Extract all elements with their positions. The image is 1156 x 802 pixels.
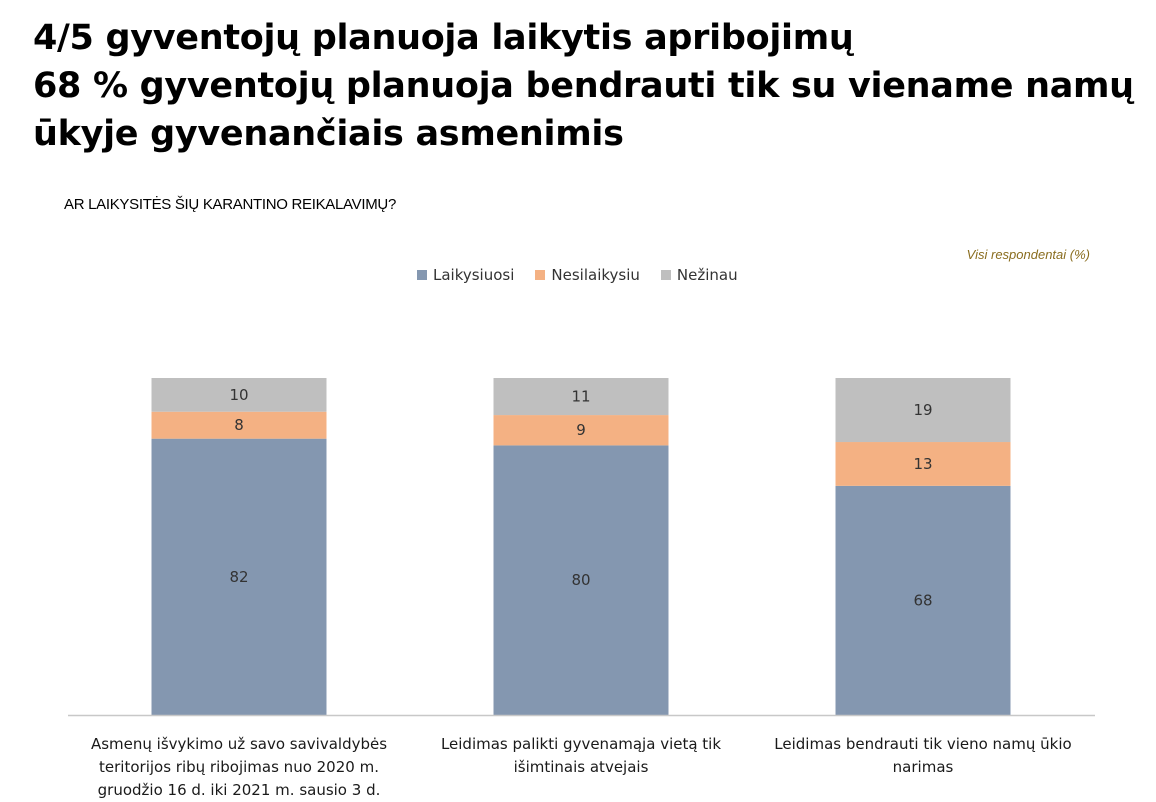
survey-question: AR LAIKYSITĖS ŠIŲ KARANTINO REIKALAVIMŲ?	[64, 196, 396, 213]
data-label-1-laikysiuosi: 82	[229, 567, 249, 586]
title-line-2: 68 % gyventojų planuoja bendrauti tik su viename namų	[33, 66, 1134, 106]
data-label-1-nesilaikysiu: 8	[234, 416, 244, 435]
category-label-1: Asmenų išvykimo už savo savivaldybės teritorijos ribų ribojimas nuo 2020 m. gruodžio 16 d. iki 2021 m. sausio 3 d.	[90, 735, 388, 799]
data-label-2-laikysiuosi: 80	[571, 571, 591, 590]
legend-label-nezinau: Nežinau	[676, 266, 738, 284]
category-label-2: Leidimas palikti gyvenamąja vietą tik išimtinais atvejais	[440, 735, 722, 776]
title-line-1: 4/5 gyventojų planuoja laikytis apribojimų	[33, 18, 854, 58]
data-label-1-nezinau: 10	[229, 385, 249, 404]
data-label-3-nesilaikysiu: 13	[913, 454, 933, 473]
data-label-3-nezinau: 19	[913, 401, 933, 420]
title-line-3: ūkyje gyvenančiais asmenimis	[33, 114, 624, 154]
legend-label-nesilaikysiu: Nesilaikysiu	[551, 266, 640, 284]
legend-label-laikysiuosi: Laikysiuosi	[433, 266, 515, 284]
category-label-3: Leidimas bendrauti tik vieno namų ūkio narimas	[774, 735, 1072, 776]
data-label-2-nesilaikysiu: 9	[576, 421, 586, 440]
data-label-2-nezinau: 11	[571, 387, 591, 406]
data-label-3-laikysiuosi: 68	[913, 591, 933, 610]
base-note: Visi respondentai (%)	[966, 247, 1090, 262]
